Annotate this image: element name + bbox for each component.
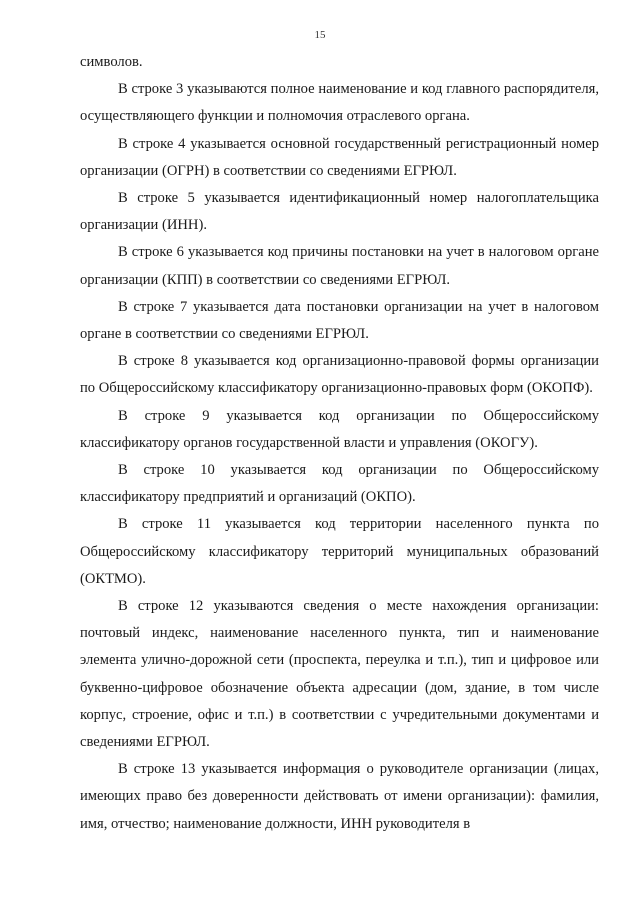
paragraph-line-12: В строке 12 указываются сведения о месте нахождения организации: почтовый индекс, наименование населенного пункта, тип и наименование элемента улично-дорожной сети (проспекта, переулка и т.п.), тип и цифровое или буквенно-цифровое обозначение объекта адресации (дом, здание, в том числе корпус, строение, офис и т.п.) в соответствии с учредительными документами и сведениями ЕГРЮЛ. [80, 598, 599, 751]
paragraph-line-5: В строке 5 указывается идентификационный номер налогоплательщика организации (ИНН). [80, 190, 599, 234]
paragraph-line-6: В строке 6 указывается код причины постановки на учет в налоговом органе организации (КПП) в соответствии со сведениями ЕГРЮЛ. [80, 244, 599, 288]
paragraph-line-11: В строке 11 указывается код территории населенного пункта по Общероссийскому классификатору территорий муниципальных образований (ОКТМО). [80, 516, 599, 587]
paragraph-line-4: В строке 4 указывается основной государственный регистрационный номер организации (ОГРН) в соответствии со сведениями ЕГРЮЛ. [80, 135, 599, 179]
document-body [80, 49, 599, 838]
paragraph-line-9: В строке 9 указывается код организации по Общероссийскому классификатору органов государственной власти и управления (ОКОГУ). [80, 407, 599, 451]
paragraph-line-7: В строке 7 указывается дата постановки организации на учет в налоговом органе в соответствии со сведениями ЕГРЮЛ. [80, 298, 599, 343]
paragraph-line-13: В строке 13 указывается информация о руководителе организации (лицах, имеющих право без доверенности действовать от имени организации): фамилия, имя, отчество; наименование должности, ИНН руководителя в [80, 761, 599, 832]
paragraph-line-3: В строке 3 указываются полное наименование и код главного распорядителя, осуществляющего функции и полномочия отраслевого органа. [80, 81, 599, 125]
paragraph-line-8: В строке 8 указывается код организационно-правовой формы организации по Общероссийскому классификатору организационно-правовых форм (ОКОПФ). [80, 353, 599, 397]
paragraph-line-10: В строке 10 указывается код организации по Общероссийскому классификатору предприятий и организаций (ОКПО). [80, 462, 599, 506]
paragraph-continuation: символов. [80, 54, 143, 70]
page-number: 15 [314, 29, 326, 41]
